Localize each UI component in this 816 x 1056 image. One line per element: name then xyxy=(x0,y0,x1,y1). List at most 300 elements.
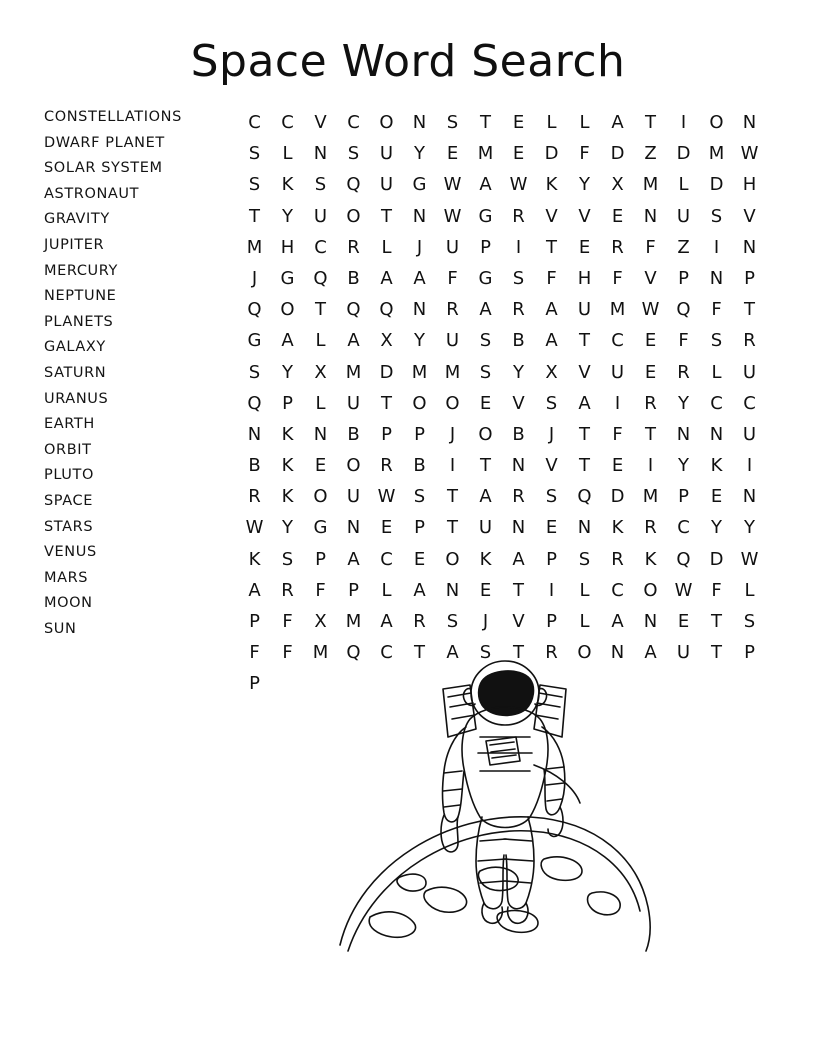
grid-cell: O xyxy=(280,299,295,321)
grid-cell: C xyxy=(314,236,327,258)
grid-cell: V xyxy=(578,205,591,227)
grid-cell: P xyxy=(744,267,755,289)
grid-cell: S xyxy=(710,205,723,227)
grid-cell: P xyxy=(744,642,755,664)
grid-cell: I xyxy=(548,579,555,601)
grid-cell: N xyxy=(346,517,361,539)
grid-cell: S xyxy=(446,611,459,632)
grid-cell: W xyxy=(245,517,264,539)
grid-cell: P xyxy=(381,423,392,445)
grid-cell: V xyxy=(578,361,591,383)
grid-cell: R xyxy=(743,330,756,352)
page-title: Space Word Search xyxy=(190,36,626,87)
grid-cell: F xyxy=(315,579,326,601)
grid-cell: S xyxy=(248,174,261,196)
grid-cell: N xyxy=(742,112,757,133)
grid-cell: A xyxy=(380,611,393,632)
grid-cell: S xyxy=(413,486,426,508)
grid-cell: P xyxy=(480,236,491,258)
grid-cell: Y xyxy=(513,361,524,383)
grid-cell: D xyxy=(610,143,625,165)
grid-cell: N xyxy=(577,517,592,539)
grid-cell: L xyxy=(381,236,392,258)
grid-cell: L xyxy=(315,330,326,352)
word-list-item: SUN xyxy=(44,620,77,637)
grid-cell: M xyxy=(642,174,659,196)
grid-cell: I xyxy=(515,236,522,258)
grid-cell: J xyxy=(548,423,555,445)
grid-cell: F xyxy=(282,611,293,632)
grid-cell: N xyxy=(643,205,658,227)
grid-cell: K xyxy=(644,548,657,570)
grid-cell: U xyxy=(577,299,592,321)
grid-cell: Y xyxy=(678,392,689,414)
grid-cell: F xyxy=(579,143,590,165)
grid-cell: T xyxy=(645,423,656,445)
grid-cell: U xyxy=(742,361,757,383)
grid-cell: Q xyxy=(313,267,328,289)
grid-cell: E xyxy=(512,143,525,165)
grid-cell: L xyxy=(579,579,590,601)
grid-cell: N xyxy=(742,486,757,508)
grid-cell: P xyxy=(249,611,260,632)
grid-cell: C xyxy=(611,579,624,601)
grid-cell: E xyxy=(677,611,690,632)
grid-cell: N xyxy=(676,423,691,445)
grid-cell: L xyxy=(711,361,722,383)
grid-cell: O xyxy=(412,392,427,414)
grid-cell: F xyxy=(612,267,623,289)
grid-cell: V xyxy=(512,611,525,632)
grid-cell: M xyxy=(477,143,494,165)
grid-cell: M xyxy=(609,299,626,321)
grid-cell: A xyxy=(644,642,657,664)
grid-cell: P xyxy=(315,548,326,570)
grid-cell: N xyxy=(313,423,328,445)
grid-cell: X xyxy=(380,330,393,352)
grid-cell: D xyxy=(610,486,625,508)
grid-cell: A xyxy=(446,642,459,664)
grid-cell: Q xyxy=(577,486,592,508)
grid-cell: O xyxy=(577,642,592,664)
grid-cell: E xyxy=(644,330,657,352)
grid-cell: N xyxy=(610,642,625,664)
grid-cell: Z xyxy=(677,236,690,258)
grid-cell: M xyxy=(345,361,362,383)
grid-cell: Y xyxy=(711,517,722,539)
grid-cell: Y xyxy=(579,174,590,196)
grid-cell: T xyxy=(744,299,755,321)
grid-cell: L xyxy=(546,112,557,133)
grid-cell: S xyxy=(743,611,756,632)
grid-cell: B xyxy=(347,423,360,445)
grid-cell: K xyxy=(545,174,558,196)
grid-cell: S xyxy=(512,267,525,289)
grid-cell: W xyxy=(740,548,759,570)
word-list-item: SOLAR SYSTEM xyxy=(44,160,163,177)
grid-cell: A xyxy=(611,611,624,632)
grid-cell: H xyxy=(280,236,295,258)
word-list-item: EARTH xyxy=(44,416,95,433)
grid-cell: H xyxy=(577,267,592,289)
word-list-item: URANUS xyxy=(44,390,109,407)
grid-cell: S xyxy=(248,361,261,383)
grid-cell: T xyxy=(249,205,260,227)
grid-cell: B xyxy=(512,423,525,445)
grid-cell: Y xyxy=(744,517,755,539)
grid-cell: J xyxy=(416,236,423,258)
grid-cell: A xyxy=(611,112,624,133)
grid-cell: S xyxy=(248,143,261,165)
grid-cell: A xyxy=(545,330,558,352)
grid-cell: U xyxy=(445,236,460,258)
grid-cell: J xyxy=(251,267,258,289)
grid-cell: U xyxy=(379,143,394,165)
grid-cell: P xyxy=(414,423,425,445)
grid-cell: I xyxy=(713,236,720,258)
letter-grid-wrap xyxy=(238,105,766,700)
grid-cell: C xyxy=(281,112,294,133)
grid-cell: O xyxy=(445,548,460,570)
grid-cell: K xyxy=(479,548,492,570)
grid-cell: U xyxy=(676,642,691,664)
word-list-item: GALAXY xyxy=(44,339,106,356)
grid-cell: C xyxy=(710,392,723,414)
grid-cell: G xyxy=(478,267,493,289)
grid-cell: M xyxy=(411,361,428,383)
grid-cell: N xyxy=(709,423,724,445)
grid-cell: A xyxy=(380,267,393,289)
grid-cell: U xyxy=(346,392,361,414)
word-list-item: SPACE xyxy=(44,492,93,509)
grid-cell: W xyxy=(674,579,693,601)
word-list-item: DWARF PLANET xyxy=(44,134,165,151)
grid-cell: V xyxy=(545,205,558,227)
grid-cell: A xyxy=(479,486,492,508)
grid-cell: M xyxy=(246,236,263,258)
grid-cell: F xyxy=(546,267,557,289)
letter-grid xyxy=(238,107,766,700)
grid-cell: G xyxy=(247,330,262,352)
grid-cell: I xyxy=(614,392,621,414)
grid-cell: Q xyxy=(676,299,691,321)
grid-cell: E xyxy=(413,548,426,570)
astronaut-over-earth-illustration xyxy=(330,645,680,975)
grid-cell: C xyxy=(380,548,393,570)
grid-cell: U xyxy=(610,361,625,383)
grid-cell: L xyxy=(579,112,590,133)
grid-cell: R xyxy=(545,642,558,664)
grid-cell: R xyxy=(677,361,690,383)
grid-cell: M xyxy=(312,642,329,664)
grid-cell: U xyxy=(478,517,493,539)
grid-cell: R xyxy=(413,611,426,632)
grid-cell: B xyxy=(413,455,426,477)
grid-cell: T xyxy=(645,112,656,133)
word-list-item: MARS xyxy=(44,569,89,586)
grid-cell: I xyxy=(647,455,654,477)
grid-cell: A xyxy=(578,392,591,414)
grid-cell: Y xyxy=(414,330,425,352)
grid-cell: P xyxy=(546,548,557,570)
grid-cell: W xyxy=(377,486,396,508)
word-list-item: MERCURY xyxy=(44,262,118,279)
grid-cell: S xyxy=(347,143,360,165)
grid-cell: K xyxy=(281,486,294,508)
grid-cell: A xyxy=(545,299,558,321)
word-list-item: MOON xyxy=(44,595,93,612)
word-list-item: NEPTUNE xyxy=(44,288,117,305)
grid-cell: I xyxy=(746,455,753,477)
grid-cell: P xyxy=(414,517,425,539)
grid-cell: B xyxy=(347,267,360,289)
grid-cell: F xyxy=(249,642,260,664)
grid-cell: S xyxy=(446,112,459,133)
word-list-item: CONSTELLATIONS xyxy=(44,109,182,125)
grid-cell: A xyxy=(248,579,261,601)
grid-cell: N xyxy=(709,267,724,289)
grid-cell: F xyxy=(282,642,293,664)
grid-cell: K xyxy=(281,423,294,445)
grid-cell: D xyxy=(709,548,724,570)
grid-cell: A xyxy=(479,174,492,196)
grid-cell: T xyxy=(711,611,722,632)
grid-cell: V xyxy=(743,205,756,227)
grid-cell: O xyxy=(643,579,658,601)
grid-cell: C xyxy=(347,112,360,133)
word-list-item: GRAVITY xyxy=(44,211,110,228)
grid-cell: W xyxy=(641,299,660,321)
grid-cell: A xyxy=(281,330,294,352)
grid-cell: P xyxy=(546,611,557,632)
grid-cell: T xyxy=(480,455,491,477)
grid-cell: P xyxy=(678,486,689,508)
grid-cell: O xyxy=(346,455,361,477)
grid-cell: Y xyxy=(282,517,293,539)
grid-cell: K xyxy=(281,174,294,196)
grid-cell: E xyxy=(710,486,723,508)
grid-cell: Q xyxy=(676,548,691,570)
grid-cell: E xyxy=(446,143,459,165)
grid-cell: C xyxy=(611,330,624,352)
grid-cell: F xyxy=(711,299,722,321)
word-list xyxy=(44,105,224,637)
grid-cell: C xyxy=(677,517,690,539)
grid-cell: H xyxy=(742,174,757,196)
grid-cell: G xyxy=(280,267,295,289)
grid-cell: F xyxy=(645,236,656,258)
grid-cell: Z xyxy=(644,143,657,165)
word-list-item: STARS xyxy=(44,518,94,535)
grid-cell: A xyxy=(413,579,426,601)
grid-cell: T xyxy=(513,642,524,664)
grid-cell: T xyxy=(447,517,458,539)
grid-cell: Q xyxy=(346,642,361,664)
grid-cell: T xyxy=(711,642,722,664)
grid-cell: R xyxy=(512,205,525,227)
grid-cell: S xyxy=(578,548,591,570)
grid-cell: J xyxy=(449,423,456,445)
grid-cell: D xyxy=(709,174,724,196)
grid-cell: C xyxy=(380,642,393,664)
grid-cell: N xyxy=(445,579,460,601)
grid-cell: E xyxy=(578,236,591,258)
grid-cell: U xyxy=(742,423,757,445)
grid-cell: S xyxy=(479,330,492,352)
grid-cell: A xyxy=(479,299,492,321)
worksheet-content xyxy=(0,87,816,700)
grid-cell: E xyxy=(611,205,624,227)
grid-cell: X xyxy=(611,174,624,196)
grid-cell: E xyxy=(380,517,393,539)
word-list-item: ASTRONAUT xyxy=(44,185,140,202)
grid-cell: T xyxy=(513,579,524,601)
grid-cell: G xyxy=(313,517,328,539)
grid-cell: M xyxy=(642,486,659,508)
word-list-item: SATURN xyxy=(44,364,107,381)
grid-cell: V xyxy=(644,267,657,289)
grid-cell: E xyxy=(314,455,327,477)
grid-cell: R xyxy=(512,299,525,321)
grid-cell: K xyxy=(281,455,294,477)
grid-cell: F xyxy=(612,423,623,445)
grid-cell: Y xyxy=(282,205,293,227)
grid-cell: F xyxy=(447,267,458,289)
grid-cell: S xyxy=(479,361,492,383)
grid-cell: Y xyxy=(282,361,293,383)
grid-cell: R xyxy=(248,486,261,508)
grid-cell: T xyxy=(447,486,458,508)
grid-cell: N xyxy=(412,299,427,321)
grid-cell: F xyxy=(678,330,689,352)
grid-cell: I xyxy=(680,112,687,133)
grid-cell: A xyxy=(413,267,426,289)
grid-cell: P xyxy=(348,579,359,601)
grid-cell: N xyxy=(742,236,757,258)
grid-cell: T xyxy=(315,299,326,321)
grid-cell: W xyxy=(443,205,462,227)
grid-cell: T xyxy=(480,112,491,133)
grid-cell: G xyxy=(478,205,493,227)
grid-cell: P xyxy=(678,267,689,289)
grid-cell: Y xyxy=(678,455,689,477)
grid-cell: R xyxy=(611,236,624,258)
grid-cell: L xyxy=(381,579,392,601)
grid-cell: T xyxy=(381,205,392,227)
grid-cell: P xyxy=(282,392,293,414)
grid-cell: O xyxy=(379,112,394,133)
grid-cell: R xyxy=(347,236,360,258)
grid-cell: Y xyxy=(414,143,425,165)
grid-cell: V xyxy=(314,112,327,133)
grid-cell: O xyxy=(346,205,361,227)
grid-cell: C xyxy=(743,392,756,414)
grid-cell: N xyxy=(511,455,526,477)
grid-cell: R xyxy=(644,392,657,414)
grid-cell: R xyxy=(446,299,459,321)
grid-cell: E xyxy=(644,361,657,383)
grid-cell: Q xyxy=(247,392,262,414)
grid-cell: T xyxy=(414,642,425,664)
grid-cell: U xyxy=(346,486,361,508)
grid-cell: E xyxy=(512,112,525,133)
grid-cell: X xyxy=(545,361,558,383)
grid-cell: T xyxy=(579,330,590,352)
word-list-item: ORBIT xyxy=(44,441,92,458)
grid-cell: R xyxy=(644,517,657,539)
grid-cell: W xyxy=(509,174,528,196)
grid-cell: L xyxy=(744,579,755,601)
grid-cell: S xyxy=(545,392,558,414)
grid-cell: C xyxy=(248,112,261,133)
grid-cell: K xyxy=(710,455,723,477)
grid-cell: T xyxy=(381,392,392,414)
grid-cell: E xyxy=(545,517,558,539)
grid-cell: E xyxy=(611,455,624,477)
grid-cell: D xyxy=(676,143,691,165)
grid-cell: F xyxy=(711,579,722,601)
grid-cell: N xyxy=(412,205,427,227)
grid-cell: S xyxy=(314,174,327,196)
grid-cell: L xyxy=(579,611,590,632)
grid-cell: P xyxy=(249,673,260,695)
grid-cell: U xyxy=(313,205,328,227)
grid-cell: Q xyxy=(379,299,394,321)
grid-cell: M xyxy=(708,143,725,165)
grid-cell: I xyxy=(449,455,456,477)
grid-cell: Q xyxy=(346,299,361,321)
grid-cell: S xyxy=(479,642,492,664)
grid-cell: O xyxy=(709,112,724,133)
grid-cell: S xyxy=(545,486,558,508)
grid-cell: A xyxy=(347,548,360,570)
grid-cell: L xyxy=(678,174,689,196)
grid-cell: S xyxy=(281,548,294,570)
grid-cell: B xyxy=(512,330,525,352)
grid-cell: A xyxy=(347,330,360,352)
grid-cell: R xyxy=(512,486,525,508)
grid-cell: D xyxy=(544,143,559,165)
grid-cell: E xyxy=(479,392,492,414)
grid-cell: O xyxy=(478,423,493,445)
grid-cell: D xyxy=(379,361,394,383)
grid-cell: K xyxy=(248,548,261,570)
grid-cell: M xyxy=(444,361,461,383)
grid-cell: V xyxy=(545,455,558,477)
word-list-item: PLANETS xyxy=(44,313,114,330)
grid-cell: K xyxy=(611,517,624,539)
grid-cell: N xyxy=(511,517,526,539)
grid-cell: N xyxy=(313,143,328,165)
grid-cell: L xyxy=(315,392,326,414)
word-list-item: PLUTO xyxy=(44,467,94,484)
grid-cell: R xyxy=(281,579,294,601)
grid-cell: N xyxy=(643,611,658,632)
grid-cell: Q xyxy=(346,174,361,196)
grid-cell: X xyxy=(314,361,327,383)
grid-cell: T xyxy=(579,455,590,477)
grid-cell: Q xyxy=(247,299,262,321)
grid-cell: R xyxy=(380,455,393,477)
grid-cell: O xyxy=(313,486,328,508)
grid-cell: X xyxy=(314,611,327,632)
grid-cell: T xyxy=(579,423,590,445)
grid-cell: B xyxy=(248,455,261,477)
word-list-item: JUPITER xyxy=(44,236,105,253)
grid-cell: W xyxy=(740,143,759,165)
grid-cell: N xyxy=(412,112,427,133)
grid-cell: U xyxy=(445,330,460,352)
